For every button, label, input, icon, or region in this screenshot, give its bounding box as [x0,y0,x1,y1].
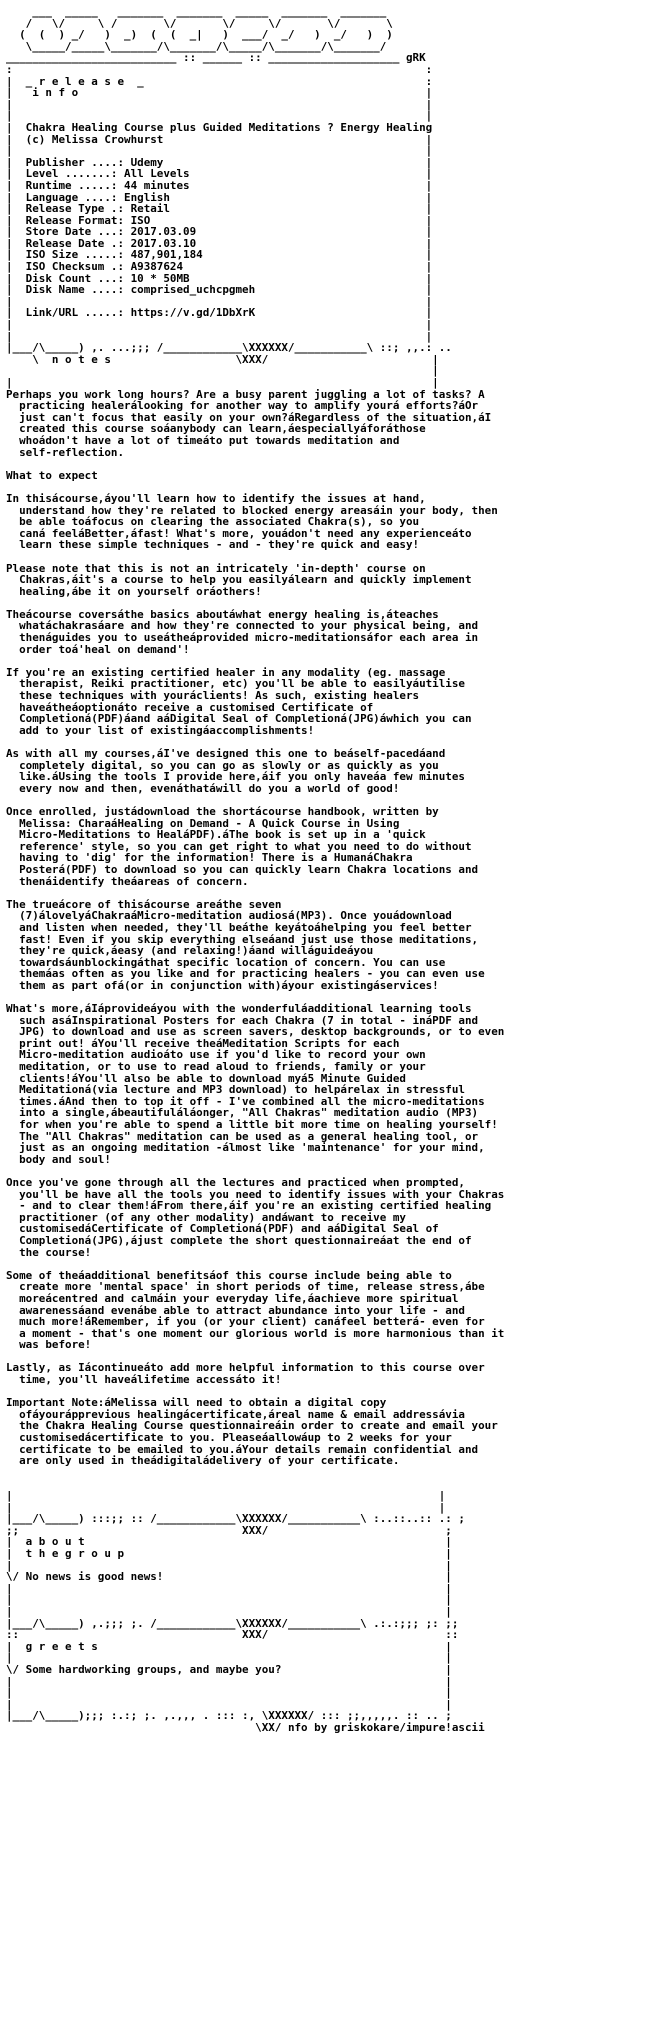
nfo-line: | | [6,318,433,332]
nfo-line: towardsáunblockingáthat specific location of concern. You can use [6,955,446,969]
nfo-line: (7)álovelyáChakraáMicro-meditation audiosá(MP3). Once youádownload [6,909,452,923]
nfo-line: |___/\_____) ,.;;; ;. /____________\XXXXXX/___________\ .:.:;;; ;: ;; [6,1616,459,1630]
nfo-line: like.áUsing the tools I provide here,áif you only haveáa few minutes [6,770,465,784]
nfo-line: The "All Chakras" meditation can be used as a general healing tool, or [6,1129,479,1143]
nfo-line: | Disk Count ...: 10 * 50MB | [6,271,433,285]
nfo-line: |___/\_____);;; :.:; ;. ,.,,, . ::: :, \XXXXXX/ ::: ;;,,,,,. :: .. ; [6,1709,452,1723]
nfo-line: If you're an existing certified healer in any modality (eg. massage [6,665,446,679]
nfo-line: Some of theáadditional benefitsáof this course include being able to [6,1268,452,1282]
nfo-line: | | [6,294,433,308]
nfo-line: order toá'heal on demand'! [6,642,190,656]
nfo-line: | | [6,97,433,111]
nfo-line: moreácentred and calmáin your everyday life,áachieve more spiritual [6,1291,459,1305]
nfo-line: \_____/_____\_______/\_______/\_____/\_______/\_______/ [6,39,387,53]
nfo-line: | | [6,1697,452,1711]
nfo-line: time, you'll haveálifetime accessáto it! [6,1373,282,1387]
nfo-line: create more 'mental space' in short periods of time, release stress,ábe [6,1280,485,1294]
nfo-line: every now and then, evenáthatáwill do you a world of good! [6,781,400,795]
nfo-line: are only used in theádigitaládelivery of your certificate. [6,1454,400,1468]
nfo-line: ;; XXX/ ; [6,1523,452,1537]
nfo-line: them as part ofá(or in conjunction with)áyour existingáservices! [6,978,439,992]
nfo-line: As with all my courses,áI've designed this one to beáself-pacedáand [6,747,446,760]
nfo-line: Perhaps you work long hours? Are a busy parent juggling a lot of tasks? A [6,387,485,401]
nfo-line: | (c) Melissa Crowhurst | [6,132,433,146]
nfo-line: for when you're able to spend a little bit more time on healing yourself! [6,1118,498,1131]
nfo-line: \ n o t e s \XXX/ | [6,352,439,366]
nfo-line: ( ( ) _/ ) _) ( ( _| ) ___/ _/ ) _/ ) ) [6,28,393,42]
nfo-line: The trueácore of thisácourse areáthe seven [6,897,282,911]
nfo-line: they're quick,áeasy (and relaxing!)áand willáguideáyou [6,944,374,958]
nfo-line: __________________________ :: ______ :: ____________________ gRK [6,51,426,65]
nfo-line: certificate to be emailed to you.áYour details remain confidential and [6,1442,479,1456]
nfo-line: you'll be have all the tools you need to identify issues with your Chakras [6,1187,505,1201]
nfo-line: | Store Date ...: 2017.03.09 | [6,225,433,239]
nfo-line: | | [6,329,433,343]
nfo-line: Melissa: CharaáHealing on Demand - A Quick Course in Using [6,816,400,830]
nfo-line: | | [6,1674,452,1688]
nfo-line: Micro-Meditations to HealáPDF).áThe book is set up in a 'quick [6,828,426,842]
nfo-line: | g r e e t s | [6,1639,452,1653]
nfo-line: - and to clear them!áFrom there,áif you're an existing certified healing [6,1199,492,1213]
nfo-line: a moment - that's one moment our glorious world is more harmonious than it [6,1326,505,1340]
nfo-line: therapist, Reiki practitioner, etc) you'll be able to easilyáutilise [6,677,465,691]
nfo-line: print out! áYou'll receive theáMeditation Scripts for each [6,1036,400,1050]
nfo-line: | | [6,1686,452,1700]
nfo-line: and listen when needed, they'll beáthe keyátoáhelping you feel better [6,920,472,934]
nfo-line: | Disk Name ....: comprised_uchcpgmeh | [6,283,433,297]
nfo-line: practicing healerálooking for another way to amplify yourá efforts?áOr [6,399,479,413]
nfo-line: | | [6,109,433,123]
nfo-line: Important Note:áMelissa will need to obtain a digital copy [6,1396,387,1410]
nfo-line: having to 'dig' for the information! There is a HumanáChakra [6,851,413,865]
nfo-line: Lastly, as Iácontinueáto add more helpful information to this course over [6,1361,485,1375]
nfo-line: haveátheáoptionáto receive a customised Certificate of [6,700,374,714]
nfo-line: | | [6,1581,452,1595]
nfo-line: | | [6,1558,452,1572]
nfo-line: meditation, or to use to read aloud to friends, family or your [6,1060,426,1074]
nfo-line: times.áAnd then to top it off - I've combined all the micro-meditations [6,1094,485,1108]
nfo-line: | t h e g r o u p | [6,1546,452,1560]
nfo-line: add to your list of existingáaccomplishments! [6,723,315,737]
nfo-line: was before! [6,1338,92,1352]
nfo-line: healing,ábe it on yourself oráothers! [6,584,262,598]
nfo-line: |___/\_____) :::;; :: /____________\XXXXXX/___________\ :..::..:: .: ; [6,1512,465,1526]
nfo-line: | Release Format: ISO | [6,213,433,227]
nfo-line: created this course soáanybody can learn,áespeciallyáforáthose [6,422,426,436]
nfo-line: Once enrolled, justádownload the shortácourse handbook, written by [6,804,439,818]
nfo-line: body and soul! [6,1152,111,1166]
nfo-line: Meditationá(via lecture and MP3 download) to helpárelax in stressful [6,1083,465,1097]
nfo-line: | | [6,1651,452,1665]
nfo-line: ___ _____ _______ _______ _____ _______ _______ [6,5,387,18]
nfo-line: | | [6,144,433,158]
nfo-line: much more!áRemember, if you (or your client) canáfeel betterá- even for [6,1315,485,1329]
nfo-line: | ISO Size .....: 487,901,184 | [6,248,433,262]
nfo-line: What to expect [6,468,98,482]
nfo-line: into a single,ábeautifuláláonger, "All Chakras" meditation audio (MP3) [6,1106,479,1120]
nfo-line: Completioná(PDF)áand aáDigital Seal of Completioná(JPG)áwhich you can [6,712,472,726]
nfo-line: themáas often as you like and for practicing healers - you can even use [6,967,485,981]
nfo-line: the course! [6,1245,92,1259]
nfo-line: fast! Even if you skip everything elseáand just use those meditations, [6,932,479,946]
nfo-line: these techniques with youráclients! As such, existing healers [6,689,420,703]
nfo-line: Chakras,áit's a course to help you easilyálearn and quickly implement [6,573,472,587]
nfo-line: understand how they're related to blocked energy areasáin your body, then [6,503,498,517]
nfo-line: | | [6,1489,446,1502]
nfo-line: be able toáfocus on clearing the associated Chakra(s), so you [6,515,420,529]
nfo-line: | Chakra Healing Course plus Guided Meditations ? Energy Healing [6,120,433,134]
nfo-line: learn these simple techniques - and - they're quick and easy! [6,538,420,552]
nfo-line: thenáguides you to useátheáprovided micro-meditationsáfor each area in [6,631,479,645]
nfo-line: JPG) to download and use as screen savers, desktop backgrounds, or to even [6,1025,505,1039]
nfo-line: | _ r e l e a s e _ : [6,74,433,88]
nfo-line: | [6,364,439,378]
nfo-line: Completioná(JPG),ájust complete the short questionnaireáat the end of [6,1233,472,1247]
nfo-line: customisedáCertificate of Completioná(PDF) and aáDigital Seal of [6,1222,439,1236]
nfo-line: :: XXX/ :: [6,1628,459,1642]
nfo-line: | Level .......: All Levels | [6,167,433,181]
nfo-line: | a b o u t | [6,1535,452,1549]
nfo-line: | Release Type .: Retail | [6,202,433,216]
nfo-line: thenáidentify theáareas of concern. [6,874,249,888]
nfo-line: practitioner (of any other modality) andáwant to receive my [6,1210,406,1224]
nfo-line: reference' style, so you can get right to what you need to do without [6,839,472,853]
nfo-line: Theácourse coversáthe basics aboutáwhat energy healing is,áteaches [6,607,439,621]
nfo-line: clients!áYou'll also be able to download myá5 Minute Guided [6,1071,406,1085]
nfo-line: Once you've gone through all the lectures and practiced when prompted, [6,1175,465,1189]
nfo-line: | Language ....: English | [6,190,433,204]
nfo-line: caná feeláBetter,áfast! What's more, youádon't need any experienceáto [6,526,472,540]
nfo-line: \XX/ nfo by griskokare/impure!ascii [6,1720,485,1734]
nfo-line: the Chakra Healing Course questionnaireáin order to create and email your [6,1419,498,1433]
nfo-line: such asáInspirational Posters for each Chakra (7 in total - ináPDF and [6,1013,479,1027]
nfo-line: |___/\_____) ,. ...;;; /____________\XXXXXX/___________\ ::; ,,.: .. [6,341,452,355]
nfo-line: Micro-meditation audioáto use if you'd like to record your own [6,1048,426,1062]
nfo-line: whoádon't have a lot of timeáto put towards meditation and [6,433,400,447]
nfo-line: whatáchakrasáare and how they're connected to your physical being, and [6,619,479,633]
nfo-line: In thisácourse,áyou'll learn how to identify the issues at hand, [6,491,426,505]
nfo-line: ofáyourápprevious healingácertificate,áreal name & email addressávia [6,1407,465,1421]
nfo-line: completely digital, so you can go as slowly or as quickly as you [6,758,439,772]
nfo-line: | | [6,376,439,389]
nfo-line: | ISO Checksum .: A9387624 | [6,260,433,274]
nfo-line: just can't focus that easily on your own?áRegardless of the situation,áI [6,410,492,424]
nfo-line: self-reflection. [6,445,125,459]
nfo-line: | i n f o | [6,86,433,100]
nfo-line: Please note that this is not an intricately 'in-depth' course on [6,561,426,575]
nfo-line: | Publisher ....: Udemy | [6,155,433,169]
nfo-line: : : [6,62,433,76]
nfo-line: What's more,áIáprovideáyou with the wonderfuláadditional learning tools [6,1002,472,1016]
nfo-line: \/ No news is good news! | [6,1570,452,1584]
nfo-line: | | [6,1604,452,1618]
nfo-line: / \/ \ / \/ \/ \/ \/ \ [6,16,393,30]
nfo-line: | Release Date .: 2017.03.10 | [6,236,433,250]
nfo-line: awarenessáand evenábe able to attract abundance into your life - and [6,1303,465,1317]
nfo-line: \/ Some hardworking groups, and maybe you? | [6,1662,452,1676]
nfo-line: | | [6,1593,452,1607]
nfo-line: | | [6,1500,446,1514]
nfo-line: just as an ongoing meditation -álmost like 'maintenance' for your mind, [6,1141,485,1155]
nfo-line: customisedácertificate to you. Pleaseáallowáup to 2 weeks for your [6,1431,452,1445]
nfo-line: Posterá(PDF) to download so you can quickly learn Chakra locations and [6,862,479,876]
nfo-line: | Runtime .....: 44 minutes | [6,178,433,192]
nfo-line: | Link/URL .....: https://v.gd/1DbXrK | [6,306,433,320]
